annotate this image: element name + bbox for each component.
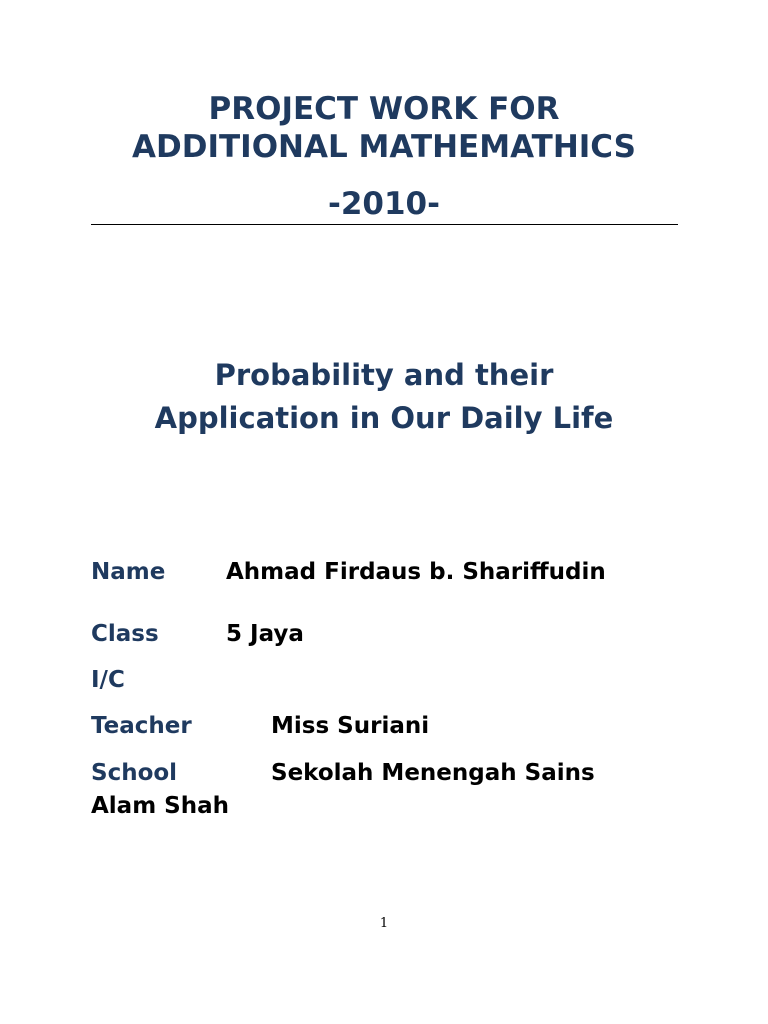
class-value: 5 Jaya [226,621,304,647]
teacher-value: Miss Suriani [271,713,430,739]
school-value-line-2: Alam Shah [91,793,230,819]
school-label: School [91,760,178,786]
subtitle-line-2: Application in Our Daily Life [154,401,614,435]
year-heading: -2010- [327,186,440,222]
subtitle-line-1: Probability and their [214,358,554,392]
title-line-2: ADDITIONAL MATHEMATHICS [132,129,636,165]
horizontal-rule [91,224,678,225]
teacher-label: Teacher [91,713,192,739]
name-label: Name [91,559,166,585]
school-value-line-1: Sekolah Menengah Sains [271,760,595,786]
page-number: 1 [379,916,389,931]
class-label: Class [91,621,159,647]
title-line-1: PROJECT WORK FOR [208,91,560,127]
ic-label: I/C [91,667,125,693]
name-value: Ahmad Firdaus b. Shariffudin [226,559,606,585]
